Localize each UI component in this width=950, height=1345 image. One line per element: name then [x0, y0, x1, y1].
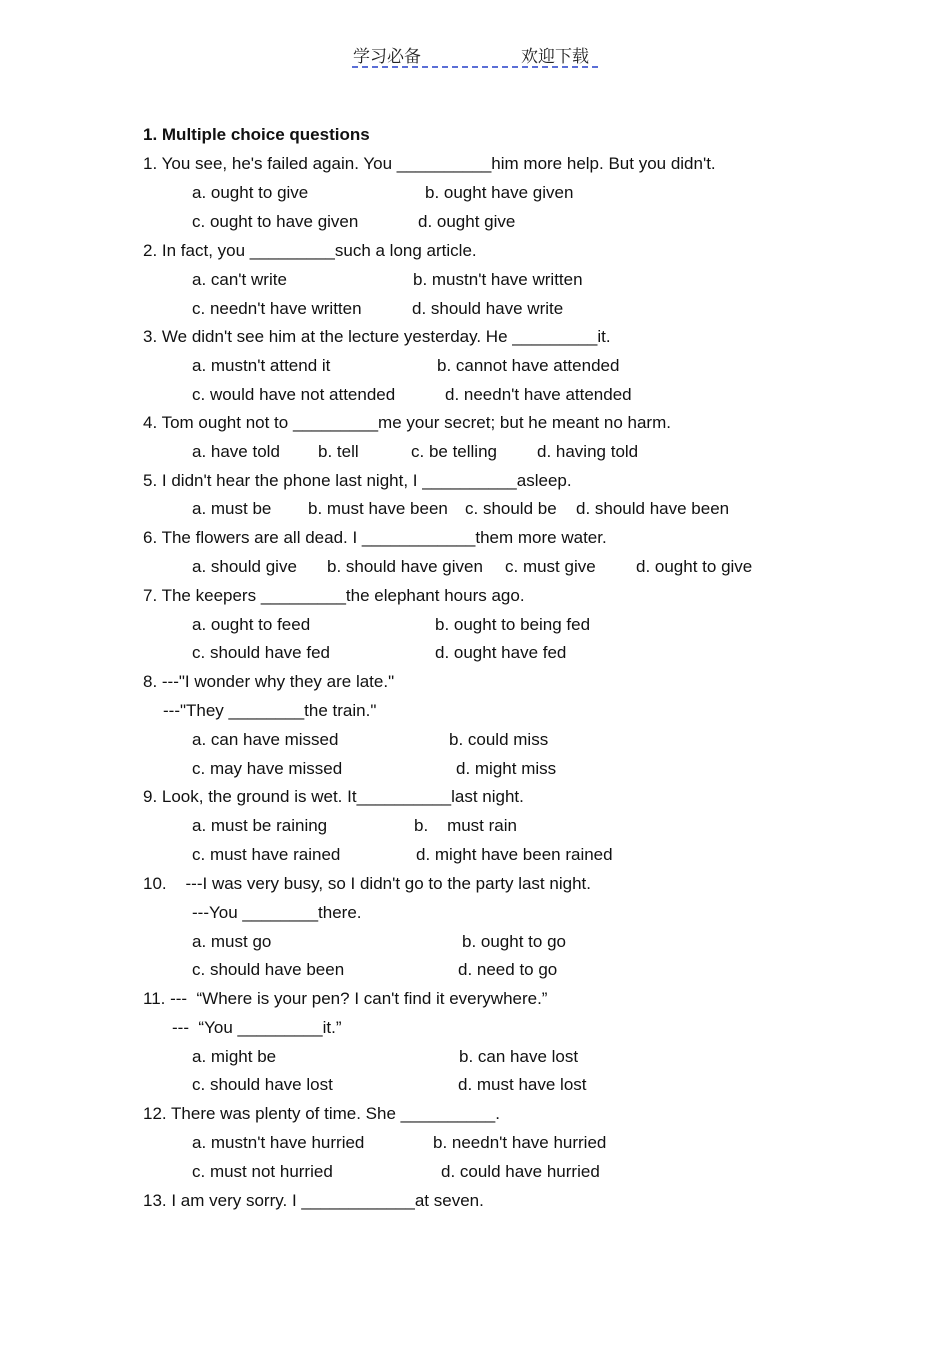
question-10-stem-reply: ---You ________there.: [192, 903, 362, 922]
question-2-option-d: d. should have write: [412, 299, 564, 318]
header-right-text: 欢迎下载: [521, 47, 589, 67]
question-6-option-b: b. should have given: [327, 557, 483, 576]
question-3-stem: 3. We didn't see him at the lecture yesterday. He _________it.: [143, 327, 611, 346]
question-12-option-a: a. mustn't have hurried: [192, 1133, 365, 1152]
question-7-option-c: c. should have fed: [192, 643, 330, 662]
question-3-option-c: c. would have not attended: [192, 385, 396, 404]
header-left-text: 学习必备: [353, 47, 421, 67]
question-4-option-d: d. having told: [537, 442, 639, 461]
question-8-option-d: d. might miss: [456, 759, 557, 778]
question-1-option-b: b. ought have given: [425, 183, 574, 202]
question-10-stem: 10. ---I was very busy, so I didn't go to the party last night.: [143, 874, 591, 893]
question-1-option-d: d. ought give: [418, 212, 516, 231]
question-11-option-a: a. might be: [192, 1047, 277, 1066]
question-12-stem: 12. There was plenty of time. She __________.: [143, 1104, 500, 1123]
question-2-option-b: b. mustn't have written: [413, 270, 583, 289]
question-6-option-a: a. should give: [192, 557, 297, 576]
question-11-option-b: b. can have lost: [459, 1047, 579, 1066]
question-3-option-b: b. cannot have attended: [437, 356, 620, 375]
question-2-option-c: c. needn't have written: [192, 299, 362, 318]
question-10-option-b: b. ought to go: [462, 932, 566, 951]
question-2-option-a: a. can't write: [192, 270, 287, 289]
question-8-option-c: c. may have missed: [192, 759, 343, 778]
question-9-stem: 9. Look, the ground is wet. It__________last night.: [143, 787, 524, 806]
question-12-option-b: b. needn't have hurried: [433, 1133, 607, 1152]
page-header: [352, 40, 598, 68]
question-10-option-d: d. need to go: [458, 960, 558, 979]
question-4-option-c: c. be telling: [411, 442, 497, 461]
question-11-stem: 11. --- “Where is your pen? I can't find it everywhere.”: [143, 989, 548, 1008]
question-9-option-b: b. must rain: [414, 816, 517, 835]
question-3-option-a: a. mustn't attend it: [192, 356, 331, 375]
question-5-option-c: c. should be: [465, 499, 557, 518]
question-1-stem: 1. You see, he's failed again. You __________him more help. But you didn't.: [143, 154, 716, 173]
question-11-stem-reply: --- “You _________it.”: [172, 1018, 342, 1037]
question-9-option-c: c. must have rained: [192, 845, 341, 864]
question-3-option-d: d. needn't have attended: [445, 385, 632, 404]
question-5-stem: 5. I didn't hear the phone last night, I __________asleep.: [143, 471, 572, 490]
question-2-stem: 2. In fact, you _________such a long article.: [143, 241, 477, 260]
question-6-stem: 6. The flowers are all dead. I ____________them more water.: [143, 528, 607, 547]
question-7-stem: 7. The keepers _________the elephant hours ago.: [143, 586, 525, 605]
question-11-option-c: c. should have lost: [192, 1075, 333, 1094]
question-8-option-a: a. can have missed: [192, 730, 339, 749]
question-12-option-d: d. could have hurried: [441, 1162, 600, 1181]
question-13-stem: 13. I am very sorry. I ____________at seven.: [143, 1191, 484, 1210]
question-6-option-c: c. must give: [505, 557, 596, 576]
question-7-option-b: b. ought to being fed: [435, 615, 591, 634]
question-9-option-d: d. might have been rained: [416, 845, 613, 864]
question-8-option-b: b. could miss: [449, 730, 549, 749]
question-1-option-c: c. ought to have given: [192, 212, 359, 231]
question-5-option-b: b. must have been: [308, 499, 448, 518]
question-11-option-d: d. must have lost: [458, 1075, 587, 1094]
section-title: 1. Multiple choice questions: [143, 125, 370, 144]
question-9-option-a: a. must be raining: [192, 816, 328, 835]
question-4-stem: 4. Tom ought not to _________me your secret; but he meant no harm.: [143, 413, 671, 432]
question-7-option-a: a. ought to feed: [192, 615, 311, 634]
question-4-option-b: b. tell: [318, 442, 359, 461]
question-1-option-a: a. ought to give: [192, 183, 309, 202]
question-12-option-c: c. must not hurried: [192, 1162, 333, 1181]
question-7-option-d: d. ought have fed: [435, 643, 567, 662]
question-5-option-d: d. should have been: [576, 499, 730, 518]
question-6-option-d: d. ought to give: [636, 557, 753, 576]
question-8-stem: 8. ---"I wonder why they are late.": [143, 672, 395, 691]
question-8-stem-reply: ---"They ________the train.": [163, 701, 377, 720]
question-10-option-a: a. must go: [192, 932, 272, 951]
question-5-option-a: a. must be: [192, 499, 272, 518]
question-4-option-a: a. have told: [192, 442, 280, 461]
question-10-option-c: c. should have been: [192, 960, 345, 979]
